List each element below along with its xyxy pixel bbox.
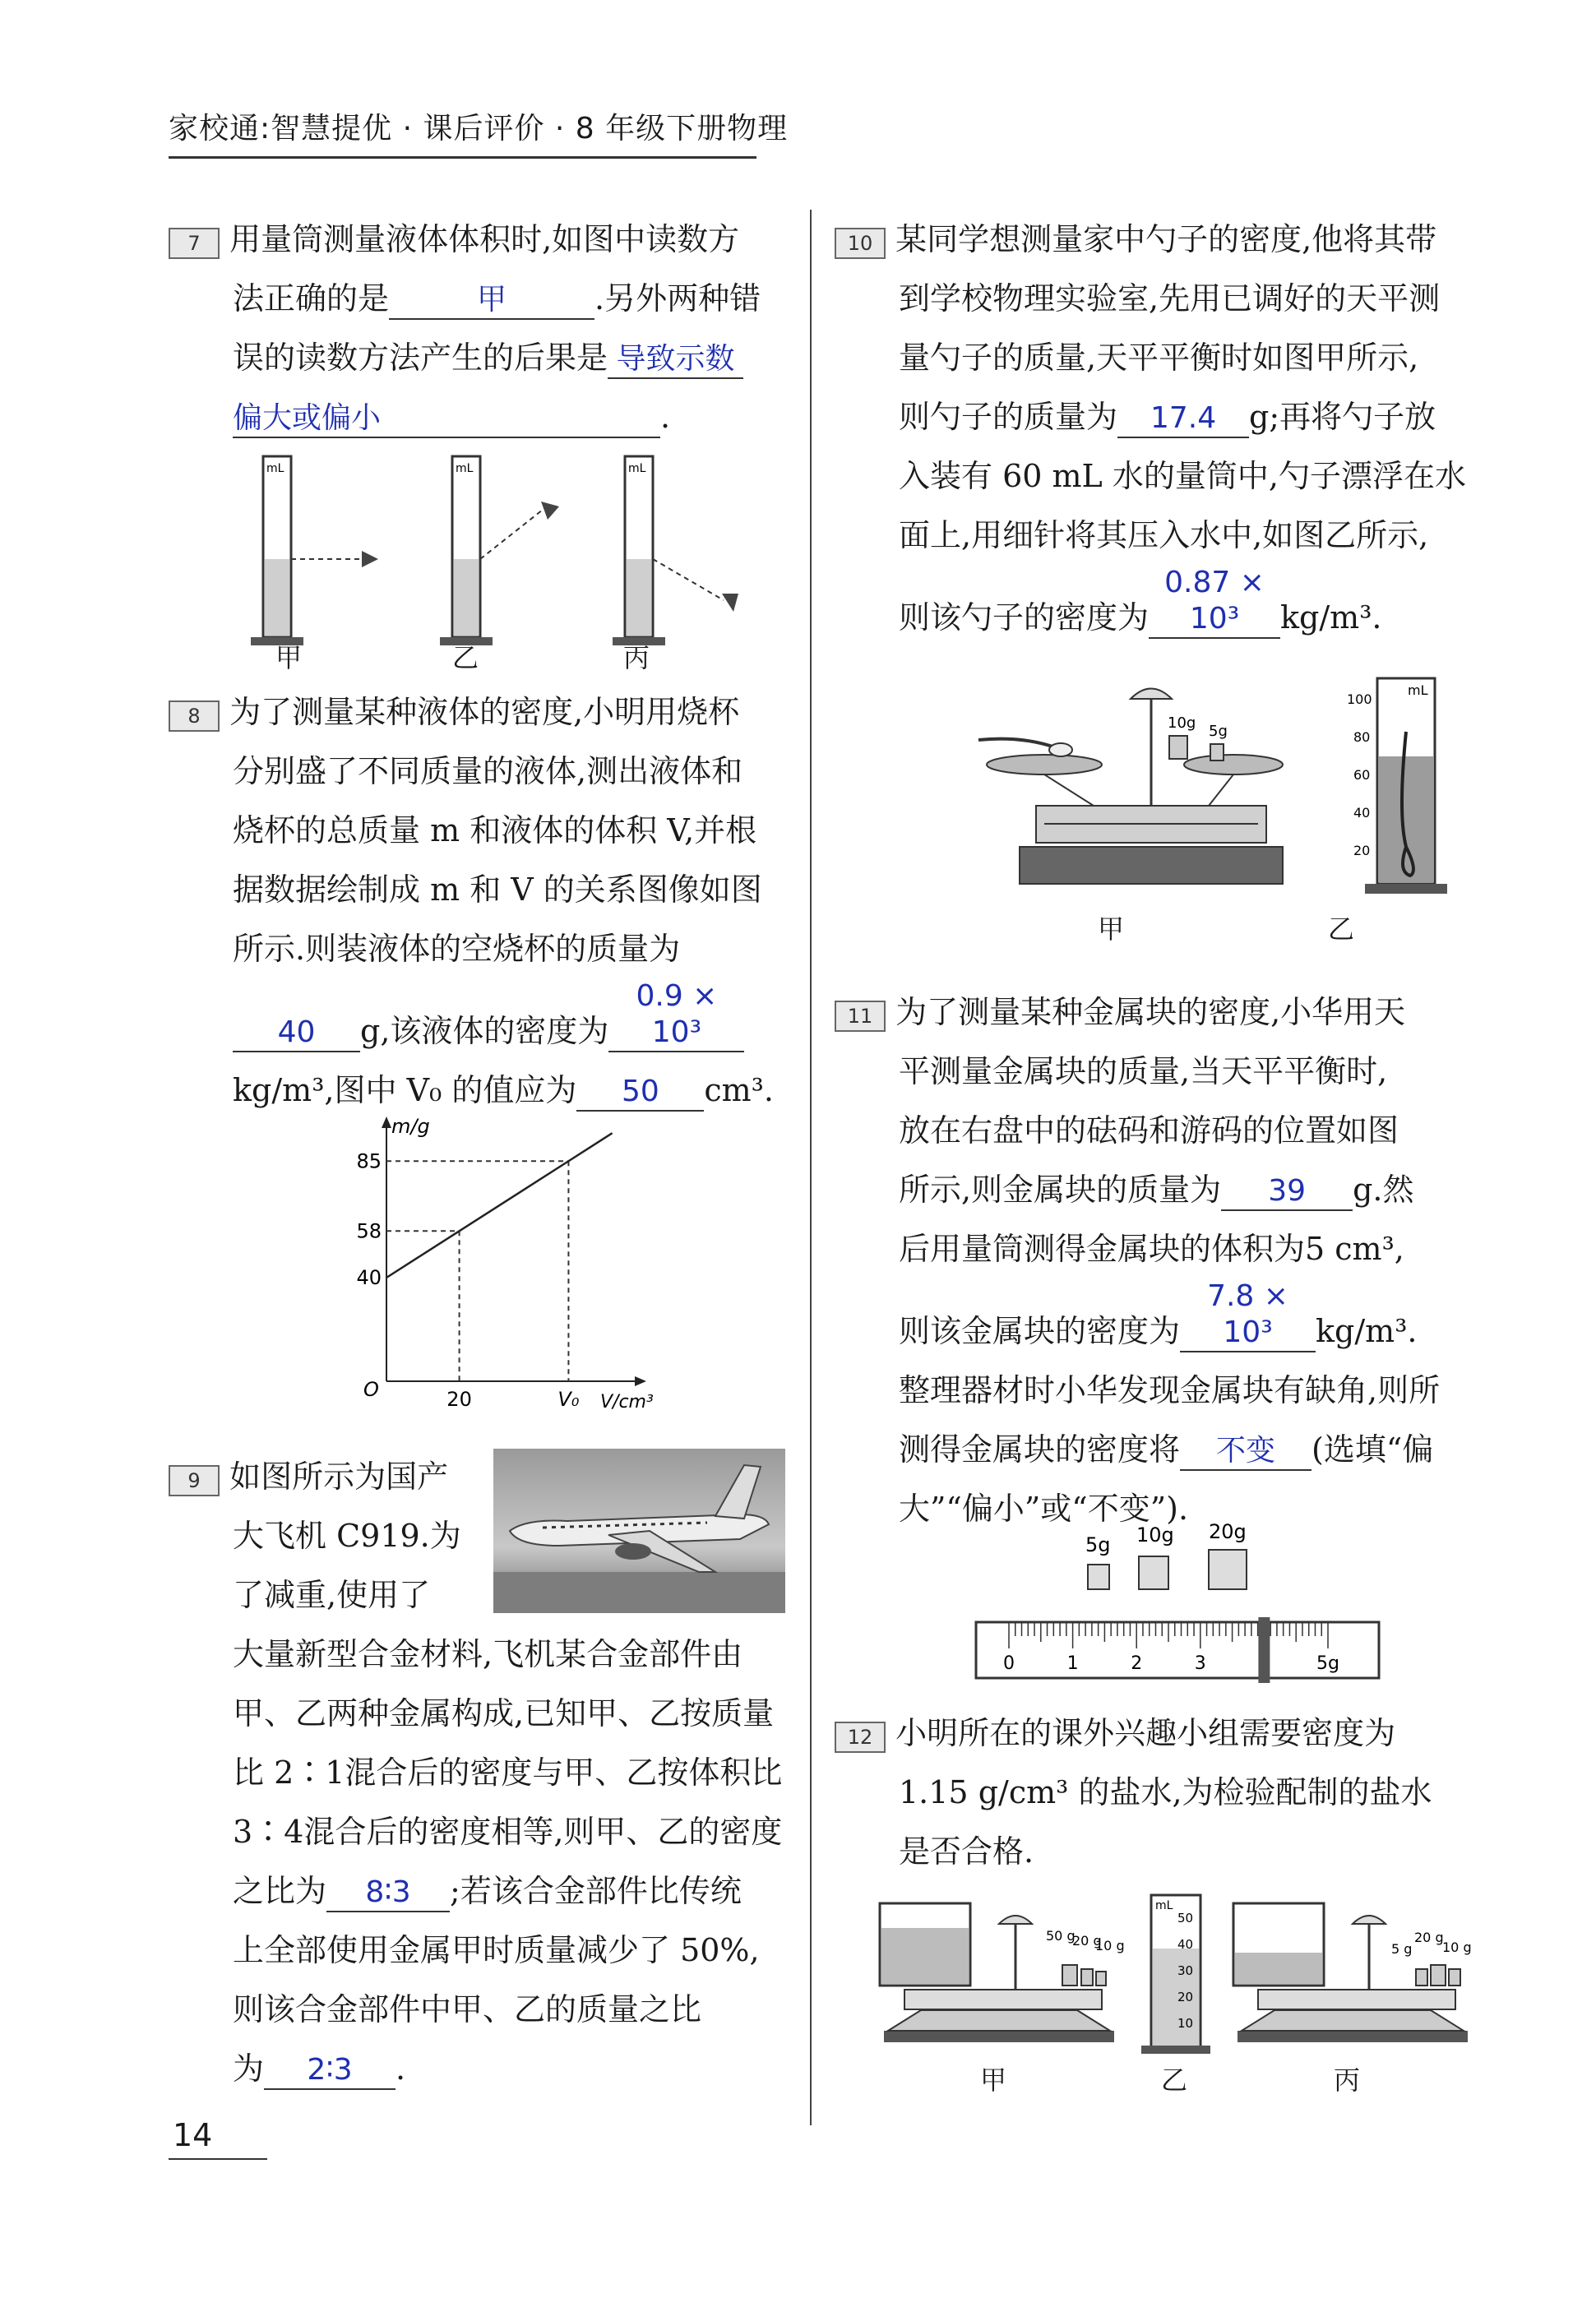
q7-line1: 用量筒测量液体体积时,如图中读数方 <box>229 221 740 257</box>
c919-airplane-photo <box>493 1449 785 1613</box>
svg-text:5g: 5g <box>1316 1653 1339 1674</box>
q10-line4: 则勺子的质量为 <box>899 399 1118 435</box>
q8-answer-2: 0.9 × 10³ <box>608 978 744 1052</box>
q9-answer-2: 2∶3 <box>264 2052 396 2090</box>
q11-line4-tail: g.然 <box>1353 1172 1414 1208</box>
spoon-icon <box>978 739 1052 747</box>
q7-line4: . <box>660 399 671 435</box>
balance-bing <box>1233 1903 1472 2042</box>
q11-answer-3: 不变 <box>1180 1433 1311 1471</box>
origin-label: O <box>363 1378 379 1401</box>
svg-text:50: 50 <box>1177 1911 1194 1926</box>
q8-answer-1: 40 <box>233 1015 360 1052</box>
question-number: 11 <box>835 1001 886 1032</box>
q11-line7: 整理器材时小华发现金属块有缺角,则所 <box>899 1372 1441 1408</box>
q9-line6: 比 2∶1混合后的密度与甲、乙按体积比 <box>233 1755 783 1791</box>
q12-balance-figure <box>872 1891 1497 2055</box>
q8-line3: 烧杯的总质量 m 和液体的体积 V,并根 <box>233 812 757 848</box>
q9-line9: 上全部使用金属甲时质量减少了 50%, <box>233 1932 760 1968</box>
balance-jia <box>880 1903 1125 2042</box>
fig-label-yi: 乙 <box>1161 2064 1188 2096</box>
q9-line7: 3∶4混合后的密度相等,则甲、乙的密度 <box>233 1814 783 1850</box>
question-8 <box>169 682 793 1120</box>
q10-line2: 到学校物理实验室,先用已调好的天平测 <box>899 280 1441 317</box>
x-tick-label: V₀ <box>557 1388 580 1411</box>
q10-line7: 则该勺子的密度为 <box>899 599 1150 636</box>
q10-answer-2: 0.87 × 10³ <box>1149 565 1280 639</box>
svg-text:20 g: 20 g <box>1414 1930 1444 1945</box>
q11-line5: 后用量筒测得金属块的体积为5 cm³, <box>899 1231 1404 1267</box>
cylinder-yi <box>440 456 559 645</box>
fig-label-bing: 丙 <box>1334 2064 1361 2096</box>
q11-answer-2: 7.8 × 10³ <box>1180 1278 1316 1352</box>
q9-line8: 之比为 <box>233 1873 327 1909</box>
svg-text:40: 40 <box>1177 1937 1194 1952</box>
svg-text:60: 60 <box>1353 767 1371 783</box>
q11-line4: 所示,则金属块的质量为 <box>899 1172 1222 1208</box>
weight-10g-icon <box>1169 736 1187 759</box>
question-12 <box>835 1704 1476 1881</box>
svg-text:20g: 20g <box>1209 1520 1247 1543</box>
q12-line3: 是否合格. <box>899 1833 1034 1870</box>
q9-line10: 则该合金部件中甲、乙的质量之比 <box>233 1991 702 2027</box>
cylinder-jia <box>251 456 378 645</box>
q9-line5: 甲、乙两种金属构成,已知甲、乙按质量 <box>233 1695 775 1731</box>
fig-label-jia: 甲 <box>275 642 303 673</box>
question-11 <box>835 982 1476 1538</box>
weight-5g-icon <box>1210 744 1224 761</box>
q9-line1: 如图所示为国产 <box>229 1459 449 1495</box>
q8-line7: kg/m³,图中 V₀ 的值应为 <box>233 1072 577 1108</box>
svg-text:10g: 10g <box>1168 714 1196 732</box>
q8-line6: g,该液体的密度为 <box>360 1013 609 1049</box>
q11-answer-1: 39 <box>1221 1173 1353 1211</box>
q11-line6: 则该金属块的密度为 <box>899 1313 1181 1349</box>
q7-line2-tail: .另外两种错 <box>594 280 761 317</box>
q12-line2: 1.15 g/cm³ 的盐水,为检验配制的盐水 <box>899 1774 1432 1810</box>
data-line <box>386 1133 613 1278</box>
svg-text:10 g: 10 g <box>1442 1939 1472 1955</box>
q10-line1: 某同学想测量家中勺子的密度,他将其带 <box>895 221 1437 257</box>
q9-line8-tail: ;若该合金部件比传统 <box>450 1873 742 1909</box>
q10-line5: 入装有 60 mL 水的量筒中,勺子漂浮在水 <box>899 458 1466 494</box>
svg-text:mL: mL <box>1408 682 1428 698</box>
x-axis-arrow <box>635 1376 646 1386</box>
svg-text:50 g: 50 g <box>1046 1928 1076 1944</box>
q9-line3: 了减重,使用了 <box>233 1577 431 1613</box>
svg-text:2: 2 <box>1131 1653 1143 1674</box>
svg-text:10: 10 <box>1177 2016 1194 2031</box>
page-header: 家校通:智慧提优 · 课后评价 · 8 年级下册物理 <box>169 112 789 146</box>
weight-20g-icon <box>1209 1550 1247 1589</box>
rider-marker <box>1258 1617 1270 1683</box>
question-10 <box>835 210 1476 647</box>
svg-text:100: 100 <box>1347 691 1372 707</box>
q10-line4-tail: g;再将勺子放 <box>1249 399 1436 435</box>
fig-label-yi: 乙 <box>452 642 479 673</box>
q9-line2: 大飞机 C919.为 <box>233 1518 461 1554</box>
y-tick-label: 58 <box>356 1219 382 1243</box>
header-rule <box>169 156 756 159</box>
eye-icon <box>722 594 738 612</box>
svg-text:40: 40 <box>1353 805 1371 821</box>
q8-line4: 据数据绘制成 m 和 V 的关系图像如图 <box>233 871 762 908</box>
svg-text:10g: 10g <box>1136 1523 1174 1546</box>
q9-line11: 为 <box>233 2050 265 2087</box>
x-tick-label: 20 <box>446 1388 472 1411</box>
q7-answer-2a: 导致示数 <box>608 341 743 379</box>
question-number: 7 <box>169 228 220 259</box>
q10-balance-figure <box>970 650 1497 913</box>
q7-cylinder-figure <box>247 444 773 674</box>
q10-answer-1: 17.4 <box>1117 400 1249 438</box>
q9-answer-1: 8∶3 <box>326 1875 450 1912</box>
q8-line5: 所示.则装液体的空烧杯的质量为 <box>233 931 681 967</box>
svg-text:mL: mL <box>456 462 474 475</box>
svg-text:mL: mL <box>628 462 646 475</box>
question-number: 9 <box>169 1465 220 1496</box>
q10-line3: 量勺子的质量,天平平衡时如图甲所示, <box>899 340 1419 376</box>
svg-text:5 g: 5 g <box>1391 1941 1413 1957</box>
q8-line7-tail: cm³. <box>704 1072 774 1108</box>
question-7 <box>169 210 793 446</box>
q7-line3: 误的读数方法产生的后果是 <box>233 340 608 376</box>
fig-label-jia: 甲 <box>980 2064 1007 2096</box>
q7-answer-2b: 偏大或偏小 <box>233 400 660 438</box>
fig-label-yi: 乙 <box>1328 913 1355 945</box>
y-axis-label: m/g <box>391 1115 430 1138</box>
page-number-rule <box>169 2158 267 2160</box>
q11-line3: 放在右盘中的砝码和游码的位置如图 <box>899 1112 1399 1149</box>
q9-line4: 大量新型合金材料,飞机某合金部件由 <box>233 1636 743 1672</box>
svg-text:20 g: 20 g <box>1072 1933 1102 1949</box>
cylinder-yi <box>1347 678 1447 894</box>
weight-5g-icon <box>1088 1565 1109 1589</box>
svg-text:20: 20 <box>1353 843 1371 858</box>
q7-line2: 法正确的是 <box>233 280 390 317</box>
question-number: 8 <box>169 700 220 732</box>
svg-text:3: 3 <box>1194 1653 1206 1674</box>
weight-10g-icon <box>1139 1556 1168 1589</box>
q11-line6-tail: kg/m³. <box>1316 1313 1418 1349</box>
eye-icon <box>362 551 378 567</box>
q8-line2: 分别盛了不同质量的液体,测出液体和 <box>233 753 743 789</box>
fig-label-jia: 甲 <box>1098 913 1125 945</box>
q11-weights-scale <box>974 1517 1386 1690</box>
y-tick-label: 40 <box>356 1266 382 1289</box>
column-divider <box>810 210 812 2125</box>
balance-jia <box>978 689 1283 885</box>
svg-text:5g: 5g <box>1085 1533 1111 1556</box>
x-axis-label: V/cm³ <box>600 1392 654 1412</box>
q11-line8: 测得金属块的密度将 <box>899 1431 1181 1468</box>
mass-volume-chart <box>345 1110 674 1414</box>
fig-label-bing: 丙 <box>623 642 650 673</box>
q8-line1: 为了测量某种液体的密度,小明用烧杯 <box>229 694 740 730</box>
svg-text:mL: mL <box>266 462 285 475</box>
svg-text:20: 20 <box>1177 1990 1194 2004</box>
q9-line11-tail: . <box>396 2050 406 2087</box>
q10-line6: 面上,用细针将其压入水中,如图乙所示, <box>899 517 1429 553</box>
q11-line1: 为了测量某种金属块的密度,小华用天 <box>895 994 1406 1030</box>
question-number: 12 <box>835 1722 886 1753</box>
q11-line8-tail: (选填“偏 <box>1311 1431 1434 1468</box>
svg-text:80: 80 <box>1353 729 1371 745</box>
cylinder-yi <box>1141 1895 1210 2054</box>
q11-line2: 平测量金属块的质量,当天平平衡时, <box>899 1053 1388 1089</box>
page-number: 14 <box>173 2117 213 2153</box>
y-axis-arrow <box>382 1117 391 1128</box>
svg-text:5g: 5g <box>1209 723 1228 740</box>
svg-text:10 g: 10 g <box>1095 1938 1125 1953</box>
svg-text:0: 0 <box>1003 1653 1015 1674</box>
y-tick-label: 85 <box>356 1149 382 1173</box>
cylinder-bing <box>613 456 738 645</box>
q11-line9: 大”“偏小”或“不变”). <box>899 1491 1189 1527</box>
svg-text:30: 30 <box>1177 1963 1194 1978</box>
q7-answer-1: 甲 <box>389 282 594 320</box>
svg-text:1: 1 <box>1066 1653 1079 1674</box>
question-number: 10 <box>835 228 886 259</box>
q10-line7-tail: kg/m³. <box>1280 599 1382 636</box>
eye-icon <box>541 502 559 520</box>
svg-text:mL: mL <box>1155 1899 1173 1912</box>
q8-answer-3: 50 <box>576 1074 704 1112</box>
q12-line1: 小明所在的课外兴趣小组需要密度为 <box>895 1715 1396 1751</box>
